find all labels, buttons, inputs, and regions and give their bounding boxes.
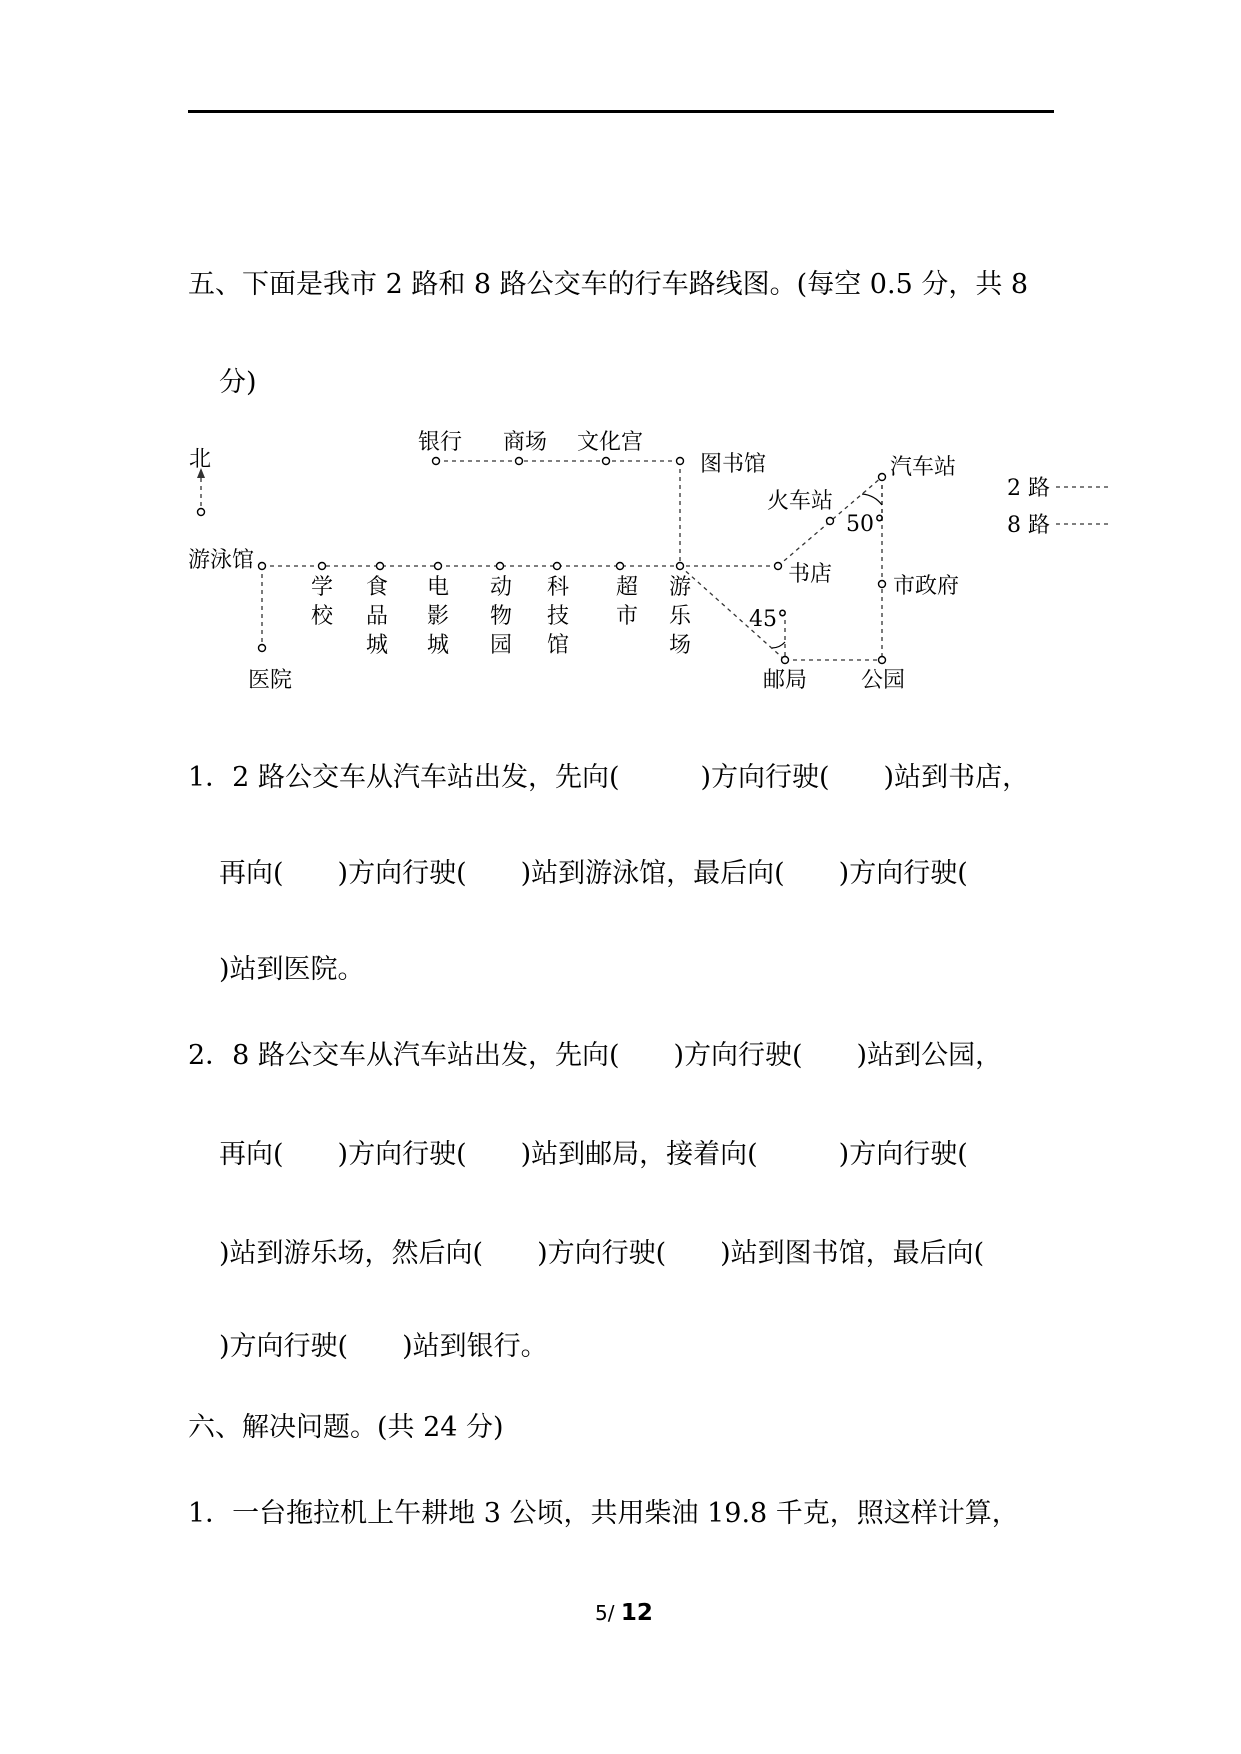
q1-line3: )站到医院。 xyxy=(219,954,365,985)
label-culture-palace: 文化宫 xyxy=(577,430,644,455)
q1-line1: 1．2 路公交车从汽车站出发，先向( )方向行驶( )站到书店， xyxy=(188,762,1030,793)
q2-line2: 再向( )方向行驶( )站到邮局，接着向( )方向行驶( xyxy=(219,1139,968,1170)
vertical-label-char: 乐 xyxy=(669,604,692,629)
label-city-hall: 市政府 xyxy=(893,574,960,599)
station-marker xyxy=(259,563,266,570)
station-marker xyxy=(603,458,610,465)
angle-45-label: 45° xyxy=(749,607,788,632)
vertical-label-char: 超 xyxy=(616,575,639,600)
vertical-label-char: 校 xyxy=(311,604,334,629)
label-bank: 银行 xyxy=(418,430,463,455)
vertical-label-char: 电 xyxy=(427,575,450,600)
label-school xyxy=(311,575,334,629)
q2-line3: )站到游乐场，然后向( )方向行驶( )站到图书馆，最后向( xyxy=(219,1238,985,1269)
q6-1-line1: 1．一台拖拉机上午耕地 3 公顷，共用柴油 19.8 千克，照这样计算， xyxy=(188,1498,1019,1529)
q2-line1: 2．8 路公交车从汽车站出发，先向( )方向行驶( )站到公园， xyxy=(188,1040,1003,1071)
section5-title-line1: 五、下面是我市 2 路和 8 路公交车的行车路线图。(每空 0.5 分，共 8 xyxy=(188,269,1029,300)
label-food-city xyxy=(366,575,388,658)
label-cinema-city xyxy=(427,575,449,658)
label-library: 图书馆 xyxy=(700,452,767,477)
station-marker xyxy=(677,458,684,465)
vertical-label-char: 市 xyxy=(616,604,639,629)
angle-50-arc xyxy=(862,494,882,505)
section5-title-line2: 分) xyxy=(219,367,257,398)
vertical-label-char: 食 xyxy=(366,575,389,600)
station-marker xyxy=(259,645,266,652)
label-post-office: 邮局 xyxy=(763,668,808,693)
label-supermarket xyxy=(616,575,638,629)
vertical-label-char: 技 xyxy=(547,604,570,629)
legend-route8-label: 8 路 xyxy=(1007,513,1050,538)
vertical-label-char: 科 xyxy=(547,575,570,600)
angle-45-arc xyxy=(772,642,785,648)
station-marker xyxy=(433,458,440,465)
vertical-label-char: 城 xyxy=(427,633,450,658)
label-amusement-park xyxy=(669,575,692,658)
station-marker xyxy=(319,563,326,570)
station-marker xyxy=(554,563,561,570)
label-hospital: 医院 xyxy=(248,668,293,693)
label-zoo xyxy=(490,575,512,658)
vertical-label-char: 馆 xyxy=(547,633,570,658)
label-bus-station: 汽车站 xyxy=(890,455,957,480)
north-label: 北 xyxy=(189,447,212,472)
station-marker xyxy=(677,563,684,570)
label-bookstore: 书店 xyxy=(788,562,833,587)
vertical-label-char: 影 xyxy=(427,604,450,629)
q1-line2: 再向( )方向行驶( )站到游泳馆，最后向( )方向行驶( xyxy=(219,858,968,889)
vertical-label-char: 园 xyxy=(490,633,513,658)
vertical-label-char: 品 xyxy=(366,604,389,629)
legend-route2-label: 2 路 xyxy=(1007,476,1050,501)
station-marker xyxy=(377,563,384,570)
vertical-label-char: 游 xyxy=(669,575,692,600)
station-marker xyxy=(879,581,886,588)
station-marker xyxy=(775,563,782,570)
bus-route-map xyxy=(0,0,1241,720)
vertical-label-char: 城 xyxy=(366,633,389,658)
station-marker xyxy=(435,563,442,570)
page-current: 5 xyxy=(595,1601,608,1625)
page-number xyxy=(595,1600,653,1626)
vertical-label-char: 学 xyxy=(311,575,334,600)
label-science-museum xyxy=(547,575,569,658)
label-park: 公园 xyxy=(861,668,906,693)
station-marker xyxy=(497,563,504,570)
vertical-label-char: 场 xyxy=(669,633,692,658)
station-marker xyxy=(782,657,789,664)
station-marker xyxy=(198,509,205,516)
q2-line4: )方向行驶( )站到银行。 xyxy=(219,1331,548,1362)
station-marker xyxy=(879,657,886,664)
vertical-label-char: 物 xyxy=(490,604,513,629)
station-marker xyxy=(827,518,834,525)
station-marker xyxy=(879,474,886,481)
page-separator: / xyxy=(607,1601,615,1625)
label-train-station: 火车站 xyxy=(767,489,834,514)
vertical-label-char: 动 xyxy=(490,575,513,600)
station-marker xyxy=(617,563,624,570)
label-mall: 商场 xyxy=(503,430,548,455)
station-marker xyxy=(516,458,523,465)
section6-title: 六、解决问题。(共 24 分) xyxy=(188,1412,504,1443)
angle-50-label: 50° xyxy=(846,512,885,537)
label-swimming-pool: 游泳馆 xyxy=(188,548,255,573)
page-total: 12 xyxy=(620,1600,653,1626)
